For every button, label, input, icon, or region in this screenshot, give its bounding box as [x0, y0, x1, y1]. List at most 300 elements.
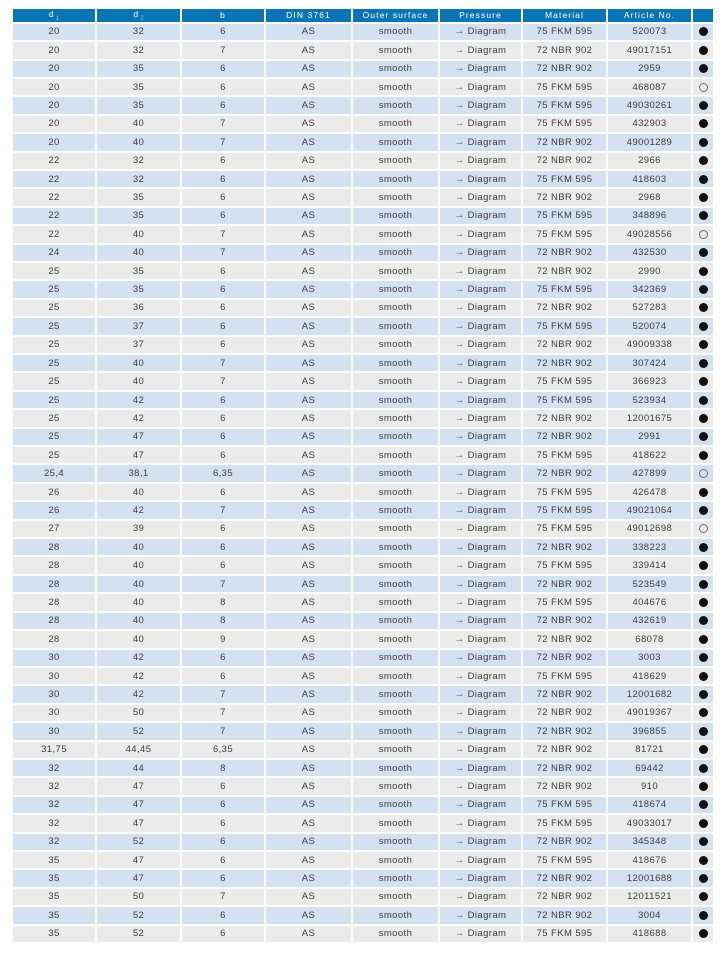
table-row: [12, 262, 714, 280]
cell-din-3761: AS: [265, 851, 352, 869]
cell-d2: 35: [96, 188, 181, 206]
cell-article-no: 404676: [607, 593, 692, 611]
cell-d1: 32: [12, 833, 96, 851]
cell-availability: [692, 722, 714, 740]
cell-b: 6: [181, 299, 265, 317]
cell-din-3761: AS: [265, 906, 352, 924]
cell-d1: 30: [12, 704, 96, 722]
cell-pressure: → Diagram: [439, 722, 522, 740]
cell-outer-surface: smooth: [352, 575, 439, 593]
cell-material: 72 NBR 902: [522, 538, 607, 556]
table-row: [12, 759, 714, 777]
cell-pressure: → Diagram: [439, 409, 522, 427]
cell-d1: 31,75: [12, 741, 96, 759]
cell-article-no: 432530: [607, 244, 692, 262]
availability-filled-circle-icon: [699, 193, 708, 202]
column-header-subscript: 2: [140, 15, 144, 22]
cell-availability: [692, 796, 714, 814]
availability-filled-circle-icon: [699, 856, 708, 865]
cell-outer-surface: smooth: [352, 60, 439, 78]
cell-pressure: → Diagram: [439, 593, 522, 611]
availability-filled-circle-icon: [699, 892, 708, 901]
cell-din-3761: AS: [265, 649, 352, 667]
cell-outer-surface: smooth: [352, 741, 439, 759]
cell-d1: 26: [12, 483, 96, 501]
cell-outer-surface: smooth: [352, 593, 439, 611]
cell-b: 6: [181, 520, 265, 538]
cell-d2: 40: [96, 593, 181, 611]
cell-material: 72 NBR 902: [522, 409, 607, 427]
cell-b: 6: [181, 906, 265, 924]
table-row: [12, 225, 714, 243]
cell-article-no: 339414: [607, 556, 692, 574]
table-row: [12, 869, 714, 887]
cell-availability: [692, 538, 714, 556]
cell-material: 75 FKM 595: [522, 446, 607, 464]
table-row: [12, 170, 714, 188]
availability-filled-circle-icon: [699, 285, 708, 294]
cell-b: 7: [181, 888, 265, 906]
cell-outer-surface: smooth: [352, 115, 439, 133]
availability-filled-circle-icon: [699, 561, 708, 570]
table-row: [12, 575, 714, 593]
cell-article-no: 426478: [607, 483, 692, 501]
cell-pressure: → Diagram: [439, 741, 522, 759]
cell-article-no: 348896: [607, 207, 692, 225]
cell-material: 72 NBR 902: [522, 704, 607, 722]
cell-b: 6: [181, 556, 265, 574]
availability-filled-circle-icon: [699, 635, 708, 644]
cell-din-3761: AS: [265, 372, 352, 390]
table-row: [12, 685, 714, 703]
cell-d2: 35: [96, 207, 181, 225]
seal-dimensions-table: [11, 7, 715, 944]
cell-material: 75 FKM 595: [522, 115, 607, 133]
cell-article-no: 523549: [607, 575, 692, 593]
cell-d2: 32: [96, 23, 181, 41]
cell-article-no: 432903: [607, 115, 692, 133]
cell-material: 75 FKM 595: [522, 483, 607, 501]
cell-din-3761: AS: [265, 685, 352, 703]
cell-article-no: 12011521: [607, 888, 692, 906]
cell-b: 9: [181, 630, 265, 648]
cell-article-no: 527283: [607, 299, 692, 317]
cell-din-3761: AS: [265, 888, 352, 906]
availability-filled-circle-icon: [699, 543, 708, 552]
availability-filled-circle-icon: [699, 322, 708, 331]
cell-availability: [692, 630, 714, 648]
availability-filled-circle-icon: [699, 837, 708, 846]
cell-b: 7: [181, 722, 265, 740]
availability-filled-circle-icon: [699, 248, 708, 257]
cell-din-3761: AS: [265, 188, 352, 206]
cell-b: 6: [181, 667, 265, 685]
cell-din-3761: AS: [265, 244, 352, 262]
cell-pressure: → Diagram: [439, 814, 522, 832]
cell-availability: [692, 188, 714, 206]
availability-filled-circle-icon: [699, 653, 708, 662]
availability-filled-circle-icon: [699, 119, 708, 128]
cell-pressure: → Diagram: [439, 280, 522, 298]
table-row: [12, 152, 714, 170]
cell-availability: [692, 336, 714, 354]
availability-filled-circle-icon: [699, 819, 708, 828]
table-row: [12, 906, 714, 924]
cell-din-3761: AS: [265, 777, 352, 795]
column-header-label: Article No.: [623, 10, 676, 21]
cell-d1: 25: [12, 428, 96, 446]
cell-material: 72 NBR 902: [522, 299, 607, 317]
cell-d2: 47: [96, 428, 181, 446]
table-row: [12, 925, 714, 943]
availability-filled-circle-icon: [699, 874, 708, 883]
cell-din-3761: AS: [265, 814, 352, 832]
cell-din-3761: AS: [265, 501, 352, 519]
cell-din-3761: AS: [265, 759, 352, 777]
cell-d2: 40: [96, 225, 181, 243]
cell-pressure: → Diagram: [439, 833, 522, 851]
cell-din-3761: AS: [265, 464, 352, 482]
availability-filled-circle-icon: [699, 359, 708, 368]
cell-din-3761: AS: [265, 354, 352, 372]
cell-article-no: 3004: [607, 906, 692, 924]
cell-outer-surface: smooth: [352, 649, 439, 667]
cell-b: 8: [181, 612, 265, 630]
cell-availability: [692, 244, 714, 262]
cell-outer-surface: smooth: [352, 96, 439, 114]
table-row: [12, 409, 714, 427]
cell-b: 6: [181, 207, 265, 225]
cell-b: 6: [181, 796, 265, 814]
cell-availability: [692, 60, 714, 78]
cell-availability: [692, 354, 714, 372]
cell-b: 6: [181, 391, 265, 409]
cell-article-no: 418622: [607, 446, 692, 464]
cell-availability: [692, 520, 714, 538]
table-row: [12, 704, 714, 722]
cell-outer-surface: smooth: [352, 925, 439, 943]
cell-d2: 47: [96, 796, 181, 814]
table-row: [12, 354, 714, 372]
table-row: [12, 23, 714, 41]
cell-d2: 40: [96, 483, 181, 501]
availability-open-circle-icon: [699, 524, 708, 533]
table-row: [12, 446, 714, 464]
cell-pressure: → Diagram: [439, 888, 522, 906]
cell-d2: 37: [96, 317, 181, 335]
cell-article-no: 523934: [607, 391, 692, 409]
cell-d2: 52: [96, 833, 181, 851]
cell-d1: 25: [12, 262, 96, 280]
cell-d1: 20: [12, 78, 96, 96]
availability-filled-circle-icon: [699, 800, 708, 809]
cell-d2: 40: [96, 372, 181, 390]
cell-material: 72 NBR 902: [522, 575, 607, 593]
cell-outer-surface: smooth: [352, 612, 439, 630]
cell-outer-surface: smooth: [352, 409, 439, 427]
cell-d1: 20: [12, 23, 96, 41]
cell-article-no: 418676: [607, 851, 692, 869]
table-row: [12, 667, 714, 685]
cell-pressure: → Diagram: [439, 41, 522, 59]
cell-article-no: 49021064: [607, 501, 692, 519]
cell-outer-surface: smooth: [352, 244, 439, 262]
table-row: [12, 96, 714, 114]
column-header-d2: [96, 8, 181, 23]
cell-article-no: 307424: [607, 354, 692, 372]
cell-d2: 35: [96, 96, 181, 114]
cell-availability: [692, 906, 714, 924]
cell-d2: 42: [96, 667, 181, 685]
cell-din-3761: AS: [265, 225, 352, 243]
table-row: [12, 188, 714, 206]
cell-availability: [692, 280, 714, 298]
table-row: [12, 612, 714, 630]
cell-availability: [692, 299, 714, 317]
cell-article-no: 12001682: [607, 685, 692, 703]
cell-material: 72 NBR 902: [522, 906, 607, 924]
cell-d1: 25: [12, 299, 96, 317]
table-row: [12, 391, 714, 409]
cell-d2: 47: [96, 446, 181, 464]
cell-din-3761: AS: [265, 869, 352, 887]
cell-material: 75 FKM 595: [522, 23, 607, 41]
cell-din-3761: AS: [265, 115, 352, 133]
cell-d2: 35: [96, 280, 181, 298]
column-header-label: Pressure: [459, 10, 502, 21]
cell-material: 75 FKM 595: [522, 556, 607, 574]
cell-material: 72 NBR 902: [522, 41, 607, 59]
cell-d1: 28: [12, 630, 96, 648]
cell-material: 72 NBR 902: [522, 188, 607, 206]
cell-pressure: → Diagram: [439, 225, 522, 243]
cell-pressure: → Diagram: [439, 262, 522, 280]
cell-d1: 20: [12, 133, 96, 151]
cell-pressure: → Diagram: [439, 538, 522, 556]
cell-outer-surface: smooth: [352, 869, 439, 887]
table-row: [12, 78, 714, 96]
table-row: [12, 722, 714, 740]
cell-outer-surface: smooth: [352, 428, 439, 446]
availability-filled-circle-icon: [699, 303, 708, 312]
cell-d2: 40: [96, 244, 181, 262]
cell-din-3761: AS: [265, 60, 352, 78]
cell-outer-surface: smooth: [352, 354, 439, 372]
cell-outer-surface: smooth: [352, 704, 439, 722]
cell-d1: 25: [12, 372, 96, 390]
cell-article-no: 418688: [607, 925, 692, 943]
cell-din-3761: AS: [265, 630, 352, 648]
cell-d2: 40: [96, 575, 181, 593]
cell-article-no: 68078: [607, 630, 692, 648]
cell-b: 7: [181, 354, 265, 372]
table-header: [12, 8, 714, 23]
cell-d1: 22: [12, 188, 96, 206]
cell-pressure: → Diagram: [439, 667, 522, 685]
cell-article-no: 366923: [607, 372, 692, 390]
cell-b: 6: [181, 446, 265, 464]
cell-b: 6: [181, 23, 265, 41]
table-row: [12, 538, 714, 556]
cell-material: 72 NBR 902: [522, 133, 607, 151]
cell-din-3761: AS: [265, 23, 352, 41]
cell-material: 75 FKM 595: [522, 170, 607, 188]
cell-d2: 47: [96, 814, 181, 832]
column-header-availability: [692, 8, 714, 23]
cell-availability: [692, 207, 714, 225]
cell-outer-surface: smooth: [352, 317, 439, 335]
cell-d1: 20: [12, 96, 96, 114]
table-row: [12, 630, 714, 648]
cell-b: 6: [181, 538, 265, 556]
cell-b: 6: [181, 280, 265, 298]
cell-outer-surface: smooth: [352, 777, 439, 795]
cell-b: 6: [181, 409, 265, 427]
cell-material: 75 FKM 595: [522, 925, 607, 943]
cell-d2: 40: [96, 538, 181, 556]
availability-filled-circle-icon: [699, 488, 708, 497]
cell-article-no: 2990: [607, 262, 692, 280]
cell-b: 6: [181, 833, 265, 851]
cell-availability: [692, 115, 714, 133]
cell-d2: 42: [96, 685, 181, 703]
cell-pressure: → Diagram: [439, 446, 522, 464]
cell-d2: 32: [96, 170, 181, 188]
cell-outer-surface: smooth: [352, 23, 439, 41]
cell-din-3761: AS: [265, 520, 352, 538]
cell-article-no: 520074: [607, 317, 692, 335]
cell-d2: 47: [96, 851, 181, 869]
cell-b: 6: [181, 814, 265, 832]
cell-d2: 37: [96, 336, 181, 354]
cell-b: 6: [181, 262, 265, 280]
cell-b: 6: [181, 869, 265, 887]
availability-filled-circle-icon: [699, 27, 708, 36]
cell-d1: 28: [12, 593, 96, 611]
cell-d1: 25: [12, 336, 96, 354]
cell-material: 72 NBR 902: [522, 336, 607, 354]
availability-filled-circle-icon: [699, 911, 708, 920]
cell-outer-surface: smooth: [352, 667, 439, 685]
cell-d1: 32: [12, 759, 96, 777]
cell-d1: 22: [12, 225, 96, 243]
cell-article-no: 12001688: [607, 869, 692, 887]
cell-outer-surface: smooth: [352, 520, 439, 538]
cell-availability: [692, 133, 714, 151]
cell-din-3761: AS: [265, 207, 352, 225]
cell-d2: 50: [96, 704, 181, 722]
cell-availability: [692, 869, 714, 887]
table-row: [12, 280, 714, 298]
cell-material: 72 NBR 902: [522, 649, 607, 667]
cell-article-no: 49033017: [607, 814, 692, 832]
column-header-d1: [12, 8, 96, 23]
cell-b: 6,35: [181, 464, 265, 482]
cell-pressure: → Diagram: [439, 777, 522, 795]
cell-material: 72 NBR 902: [522, 630, 607, 648]
cell-outer-surface: smooth: [352, 685, 439, 703]
cell-outer-surface: smooth: [352, 851, 439, 869]
cell-d2: 35: [96, 262, 181, 280]
cell-material: 72 NBR 902: [522, 685, 607, 703]
cell-d2: 42: [96, 501, 181, 519]
cell-b: 7: [181, 704, 265, 722]
cell-availability: [692, 262, 714, 280]
cell-article-no: 12001675: [607, 409, 692, 427]
cell-availability: [692, 501, 714, 519]
cell-b: 6: [181, 483, 265, 501]
availability-open-circle-icon: [699, 83, 708, 92]
availability-filled-circle-icon: [699, 156, 708, 165]
table-row: [12, 299, 714, 317]
cell-pressure: → Diagram: [439, 556, 522, 574]
cell-din-3761: AS: [265, 575, 352, 593]
cell-outer-surface: smooth: [352, 722, 439, 740]
cell-din-3761: AS: [265, 96, 352, 114]
cell-din-3761: AS: [265, 152, 352, 170]
cell-b: 7: [181, 575, 265, 593]
cell-pressure: → Diagram: [439, 23, 522, 41]
cell-pressure: → Diagram: [439, 244, 522, 262]
cell-pressure: → Diagram: [439, 115, 522, 133]
cell-material: 75 FKM 595: [522, 814, 607, 832]
table-row: [12, 464, 714, 482]
cell-outer-surface: smooth: [352, 556, 439, 574]
table-row: [12, 317, 714, 335]
cell-d2: 40: [96, 115, 181, 133]
cell-din-3761: AS: [265, 133, 352, 151]
cell-d2: 32: [96, 41, 181, 59]
cell-outer-surface: smooth: [352, 630, 439, 648]
cell-d1: 22: [12, 207, 96, 225]
cell-material: 72 NBR 902: [522, 262, 607, 280]
cell-d2: 40: [96, 556, 181, 574]
cell-article-no: 910: [607, 777, 692, 795]
cell-material: 72 NBR 902: [522, 759, 607, 777]
column-header-label: d: [133, 9, 140, 19]
cell-b: 8: [181, 593, 265, 611]
cell-pressure: → Diagram: [439, 372, 522, 390]
cell-outer-surface: smooth: [352, 538, 439, 556]
availability-filled-circle-icon: [699, 616, 708, 625]
cell-pressure: → Diagram: [439, 428, 522, 446]
cell-pressure: → Diagram: [439, 170, 522, 188]
cell-material: 75 FKM 595: [522, 391, 607, 409]
cell-article-no: 2991: [607, 428, 692, 446]
cell-article-no: 427899: [607, 464, 692, 482]
cell-b: 7: [181, 225, 265, 243]
cell-d2: 35: [96, 60, 181, 78]
cell-outer-surface: smooth: [352, 833, 439, 851]
cell-pressure: → Diagram: [439, 704, 522, 722]
cell-article-no: 2959: [607, 60, 692, 78]
table-row: [12, 244, 714, 262]
cell-material: 75 FKM 595: [522, 667, 607, 685]
cell-pressure: → Diagram: [439, 925, 522, 943]
cell-din-3761: AS: [265, 41, 352, 59]
column-header-label: Outer surface: [362, 10, 429, 21]
cell-d2: 42: [96, 391, 181, 409]
cell-material: 75 FKM 595: [522, 225, 607, 243]
cell-availability: [692, 593, 714, 611]
cell-article-no: 3003: [607, 649, 692, 667]
cell-d2: 40: [96, 133, 181, 151]
cell-material: 72 NBR 902: [522, 833, 607, 851]
cell-b: 6: [181, 188, 265, 206]
availability-filled-circle-icon: [699, 414, 708, 423]
cell-article-no: 49012698: [607, 520, 692, 538]
cell-din-3761: AS: [265, 78, 352, 96]
